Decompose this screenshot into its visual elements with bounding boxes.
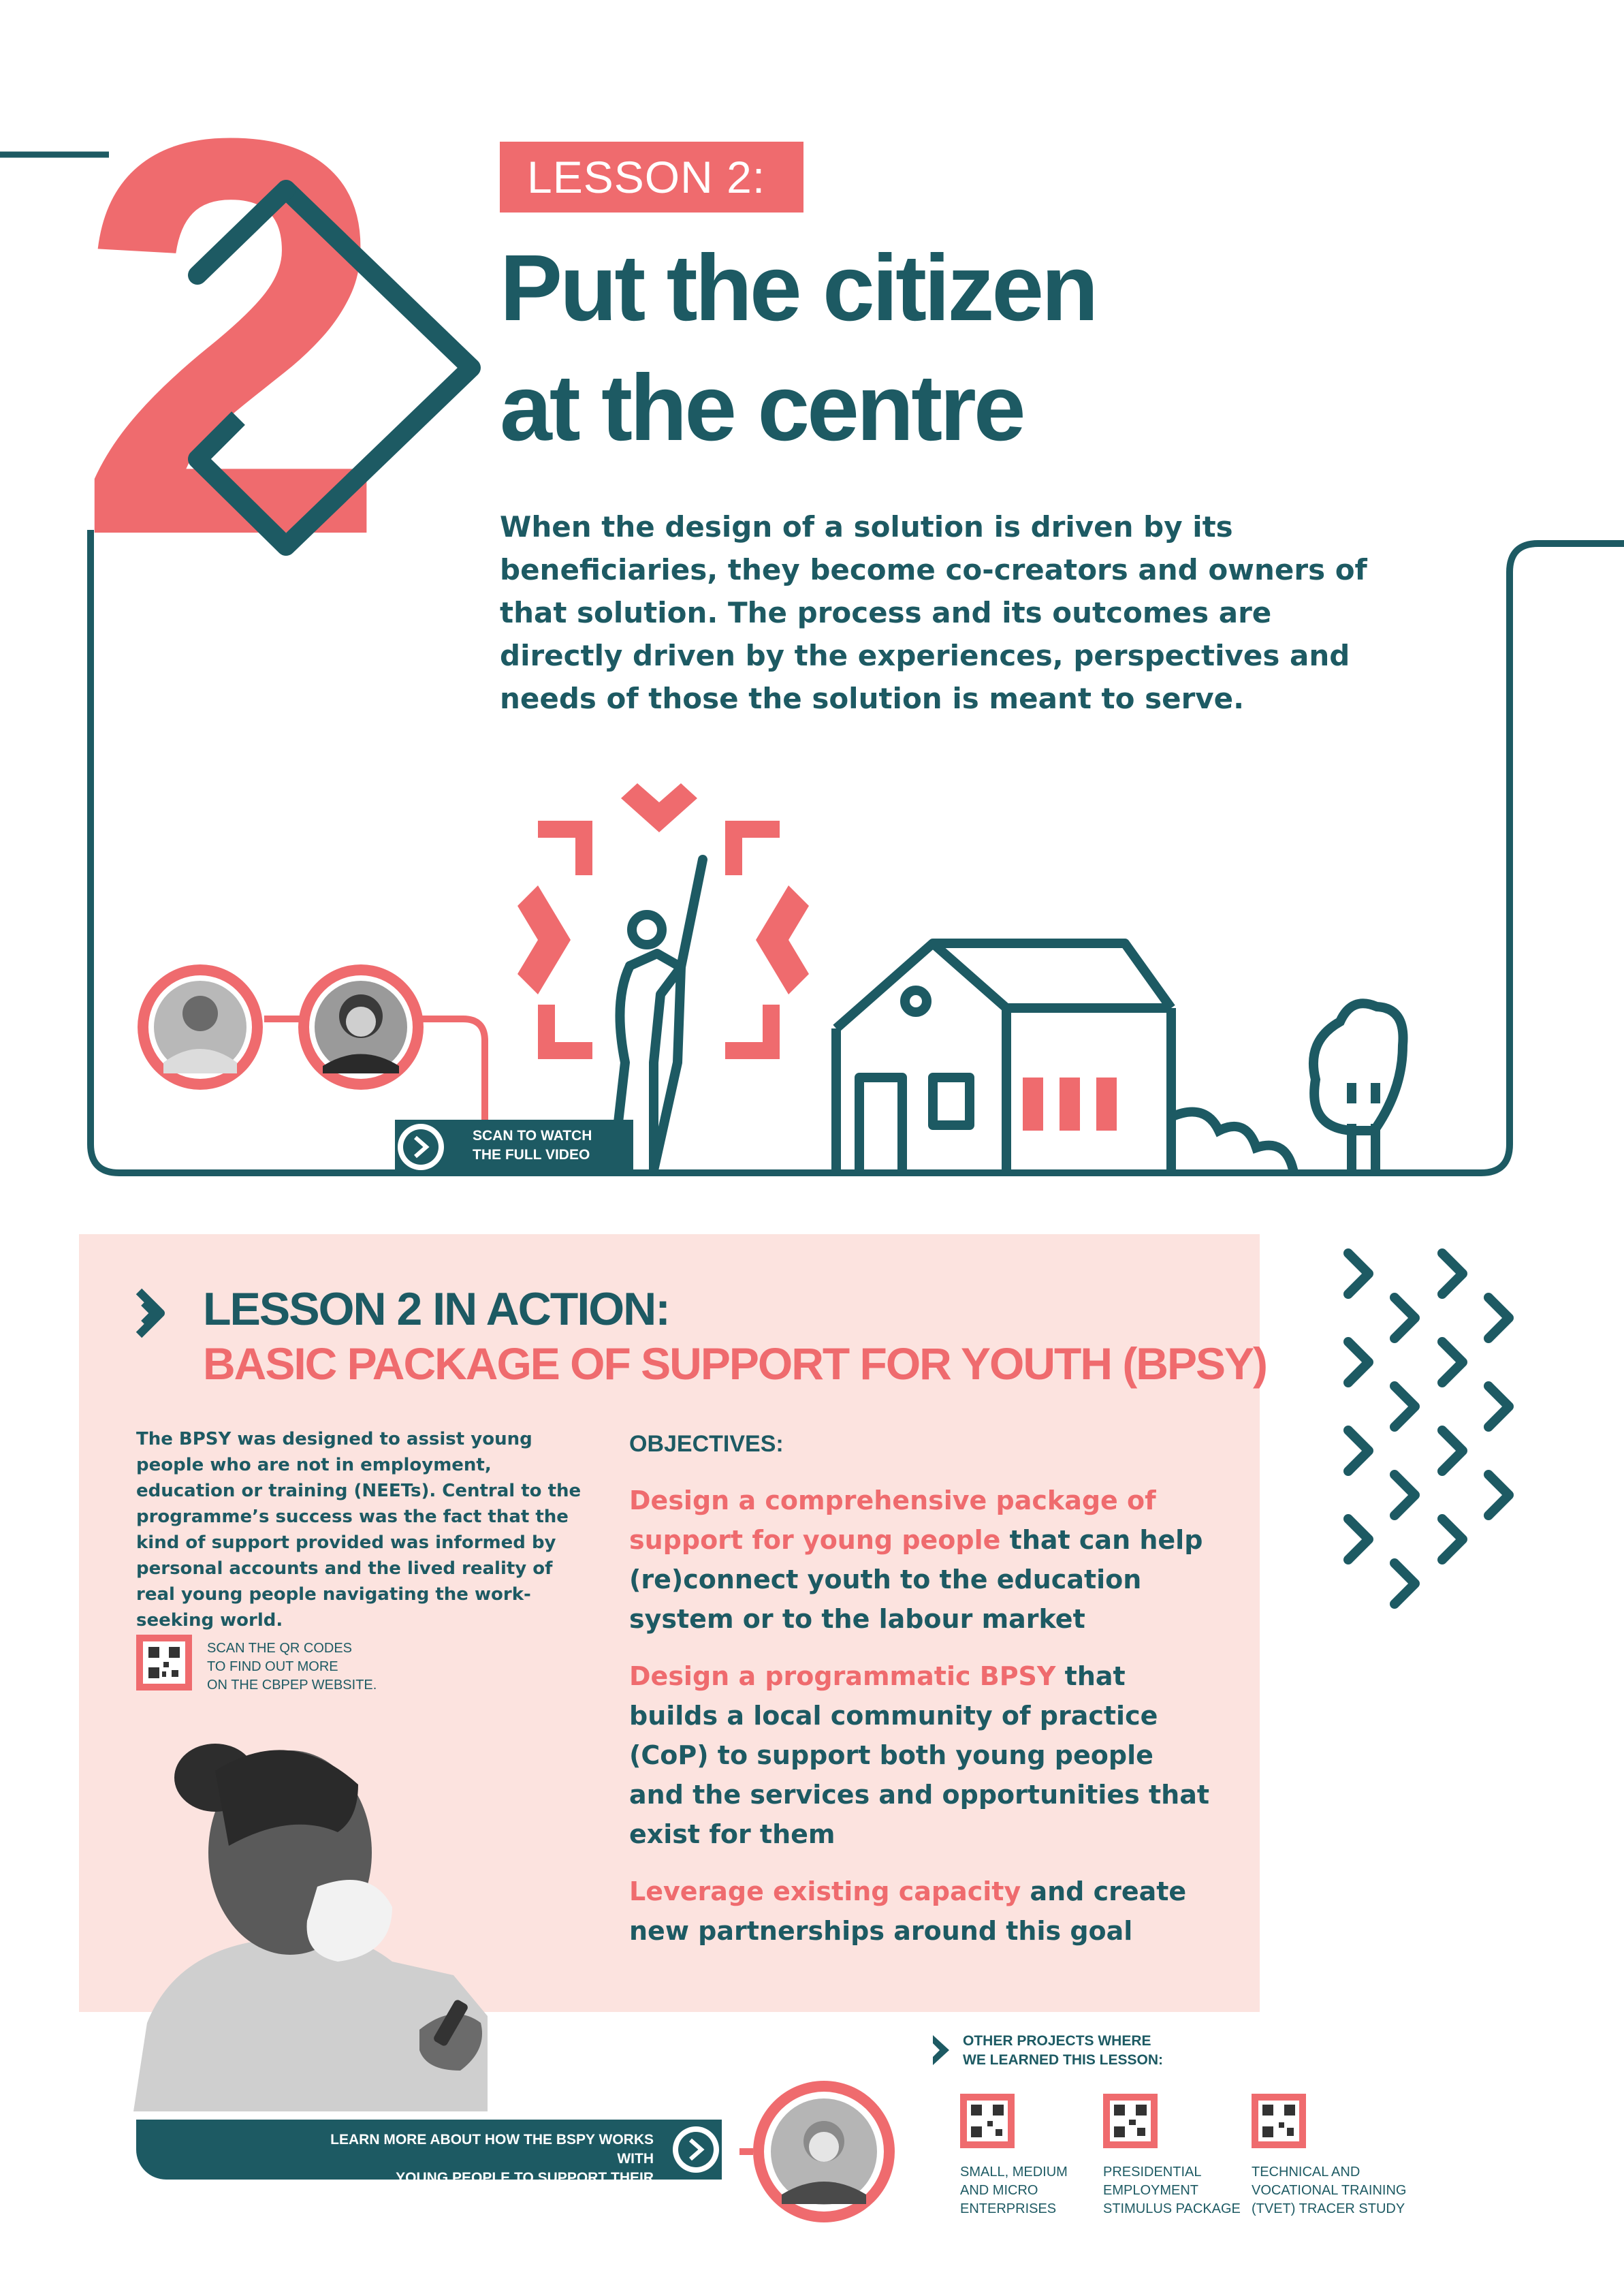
burst-chevron-left: [518, 885, 571, 994]
chevron-right-icon: [133, 1286, 177, 1340]
burst-corner-bl: [538, 1005, 592, 1059]
house-windows: [1023, 1078, 1117, 1131]
watch-badge-icon: [670, 2124, 722, 2175]
objective-item: [629, 1872, 1215, 1951]
objective-highlight: Design a comprehensive package of support for young people: [629, 1485, 1156, 1555]
project-label: VOCATIONAL TRAINING: [1252, 2183, 1407, 2198]
project-qr-code[interactable]: [960, 2094, 1015, 2148]
action-title: LESSON 2 IN ACTION:: [203, 1283, 669, 1335]
objective-item: [629, 1656, 1215, 1854]
young-woman-photo: [133, 1730, 596, 2111]
bpsy-description: The BPSY was designed to assist young people who are not in employment, education or training (NEETs). Central to the programme’s success was the fact that the kind of support provided was informed by personal accounts and the lived reality of real young people navigating the work-seeking world.: [136, 1429, 582, 1631]
objective-highlight: Leverage existing capacity: [629, 1876, 1021, 1906]
project-pes: [1103, 2163, 1267, 2218]
qr-code-icon: [1258, 2101, 1299, 2141]
objective-text: that builds a local community of practice (CoP) to support both young people and the services and opportunities that exist for them: [629, 1661, 1210, 1849]
project-label: TECHNICAL AND: [1252, 2165, 1360, 2180]
lesson-label: LESSON 2:: [500, 142, 803, 213]
project-tvet: [1252, 2163, 1415, 2218]
project-sme: [960, 2163, 1124, 2218]
qr-note-line-3: ON THE CBPEP WEBSITE.: [207, 1678, 377, 1693]
scan-video-line-2: THE FULL VIDEO: [473, 1147, 590, 1163]
house-icon: [836, 943, 1171, 1173]
qr-note-line-1: SCAN THE QR CODES: [207, 1641, 352, 1656]
page-title: [500, 228, 1385, 468]
project-label: PRESIDENTIAL: [1103, 2165, 1202, 2180]
qr-code-icon: [967, 2101, 1008, 2141]
objective-highlight: Design a programmatic BPSY: [629, 1661, 1056, 1691]
qr-note: [207, 1639, 411, 1695]
project-label: EMPLOYMENT: [1103, 2183, 1199, 2198]
action-subtitle: BASIC PACKAGE OF SUPPORT FOR YOUTH (BPSY): [203, 1338, 1267, 1389]
big-number-two: 2: [75, 21, 389, 652]
heart-icon: [621, 783, 697, 832]
learn-more-text: [320, 2130, 654, 2207]
project-label: STIMULUS PACKAGE: [1103, 2201, 1241, 2216]
qr-code-icon: [143, 1641, 185, 1684]
project-label: AND MICRO: [960, 2183, 1038, 2198]
other-projects-line-2: WE LEARNED THIS LESSON:: [963, 2052, 1164, 2068]
scan-video-line-1: SCAN TO WATCH: [473, 1128, 592, 1144]
burst-chevron-right: [756, 885, 809, 994]
portrait-video-3[interactable]: [739, 2073, 896, 2230]
learn-more-line-2: YOUNG PEOPLE TO SUPPORT THEIR TRANSITIONS: [396, 2170, 654, 2205]
title-line-2: at the centre: [500, 356, 1023, 460]
burst-corner-br: [725, 1005, 780, 1059]
project-label: SMALL, MEDIUM: [960, 2165, 1068, 2180]
learn-more-line-1: LEARN MORE ABOUT HOW THE BSPY WORKS WITH: [330, 2132, 654, 2167]
objective-text: and create new partnerships around this goal: [629, 1876, 1187, 1946]
objectives-heading: OBJECTIVES:: [629, 1431, 784, 1457]
tree-icon: [1313, 1003, 1403, 1173]
chevron-right-icon: [930, 2032, 953, 2068]
project-label: (TVET) TRACER STUDY: [1252, 2201, 1405, 2216]
chevron-pattern: [1348, 1253, 1509, 1604]
project-qr-code[interactable]: [1252, 2094, 1306, 2148]
bush-icon: [1171, 1112, 1294, 1173]
project-label: ENTERPRISES: [960, 2201, 1057, 2216]
other-projects-heading: [963, 2032, 1181, 2070]
burst-corner-tl: [538, 821, 592, 875]
objective-text: that can help (re)connect youth to the education system or to the labour market: [629, 1525, 1203, 1634]
qr-code-icon: [1110, 2101, 1151, 2141]
burst-corner-tr: [725, 821, 780, 875]
scan-video-link[interactable]: [473, 1127, 622, 1165]
objective-item: [629, 1481, 1215, 1639]
bpsy-qr-code[interactable]: [136, 1635, 192, 1690]
project-qr-code[interactable]: [1103, 2094, 1158, 2148]
intro-paragraph: When the design of a solution is driven by its beneficiaries, they become co-creators and owners of that solution. The process and its outcomes are directly driven by the experiences, perspectives and needs of those the solution is meant to serve.: [500, 510, 1367, 715]
title-line-1: Put the citizen: [500, 236, 1096, 341]
qr-note-line-2: TO FIND OUT MORE: [207, 1659, 338, 1674]
other-projects-line-1: OTHER PROJECTS WHERE: [963, 2033, 1151, 2049]
